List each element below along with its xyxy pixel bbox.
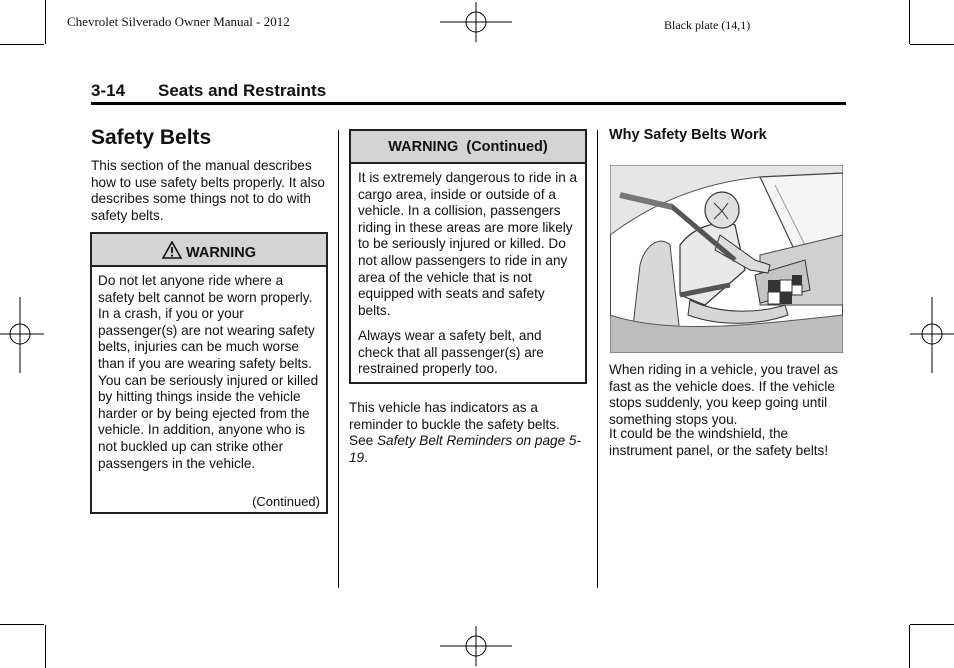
reminder-end: . [364, 449, 368, 465]
crop-mark [0, 44, 44, 45]
crop-mark [910, 44, 954, 45]
crop-mark [909, 625, 910, 668]
column-divider [338, 130, 339, 588]
why-paragraph-2: It could be the windshield, the instrument panel, or the safety belts! [609, 426, 829, 458]
section-heading: Safety Belts [91, 126, 212, 149]
reminder-paragraph [349, 400, 581, 466]
intro-paragraph: This section of the manual describes how to use safety belts properly. It also describes some things not to do with safety belts. [91, 158, 325, 223]
warning-continued-header [351, 131, 585, 164]
warning-continued-para2: Always wear a safety belt, and check that all passenger(s) are restrained properly too. [358, 328, 544, 377]
subsection-heading: Why Safety Belts Work [609, 127, 767, 143]
why-paragraph-1: When riding in a vehicle, you travel as fast as the vehicle does. If the vehicle stops suddenly, you keep going until something stops you. [609, 362, 838, 427]
registration-mark-icon [0, 297, 44, 373]
crop-mark [45, 625, 46, 668]
header-rule [91, 102, 846, 105]
crop-mark [45, 0, 46, 44]
crop-mark [0, 624, 44, 625]
manual-title: Chevrolet Silverado Owner Manual - 2012 [67, 14, 290, 29]
registration-mark-icon [440, 626, 516, 666]
registration-mark-icon [440, 2, 516, 42]
continued-label: (Continued) [252, 494, 320, 509]
column-divider [597, 130, 598, 588]
registration-mark-icon [910, 297, 954, 373]
warning-box [90, 232, 328, 514]
warning-continued-label: WARNING (Continued) [388, 139, 548, 155]
section-title: Seats and Restraints [158, 81, 327, 100]
warning-header [92, 234, 326, 267]
crash-illustration [610, 165, 843, 353]
warning-continued-box [349, 129, 587, 384]
warning-body: Do not let anyone ride where a safety belt cannot be worn properly. In a crash, if you or your passenger(s) are not wearing safety belts, injuries can be much worse than if you are wearing safety belts. You can be seriously injured or killed by hitting things inside the vehicle harder or by being ejected from the vehicle. In addition, anyone who is not buckled up can strike other passengers in the vehicle. [98, 273, 319, 471]
crop-mark [910, 624, 954, 625]
plate-label: Black plate (14,1) [664, 18, 751, 32]
warning-continued-para1: It is extremely dangerous to ride in a cargo area, inside or outside of a vehicle. In a collision, passengers riding in these areas are more likely to be seriously injured or killed. Do not allow passengers to ride in any area of the vehicle that is not equipped with seats and safety belts. [358, 170, 578, 318]
crop-mark [909, 0, 910, 44]
reminder-link[interactable]: Safety Belt Reminders on page 5-19 [349, 433, 581, 465]
warning-label: WARNING [185, 245, 257, 261]
warning-triangle-icon [162, 241, 182, 259]
reminder-text: This vehicle has indicators as a reminder to buckle the safety belts. See [349, 400, 560, 449]
page-number: 3-14 [91, 81, 126, 100]
